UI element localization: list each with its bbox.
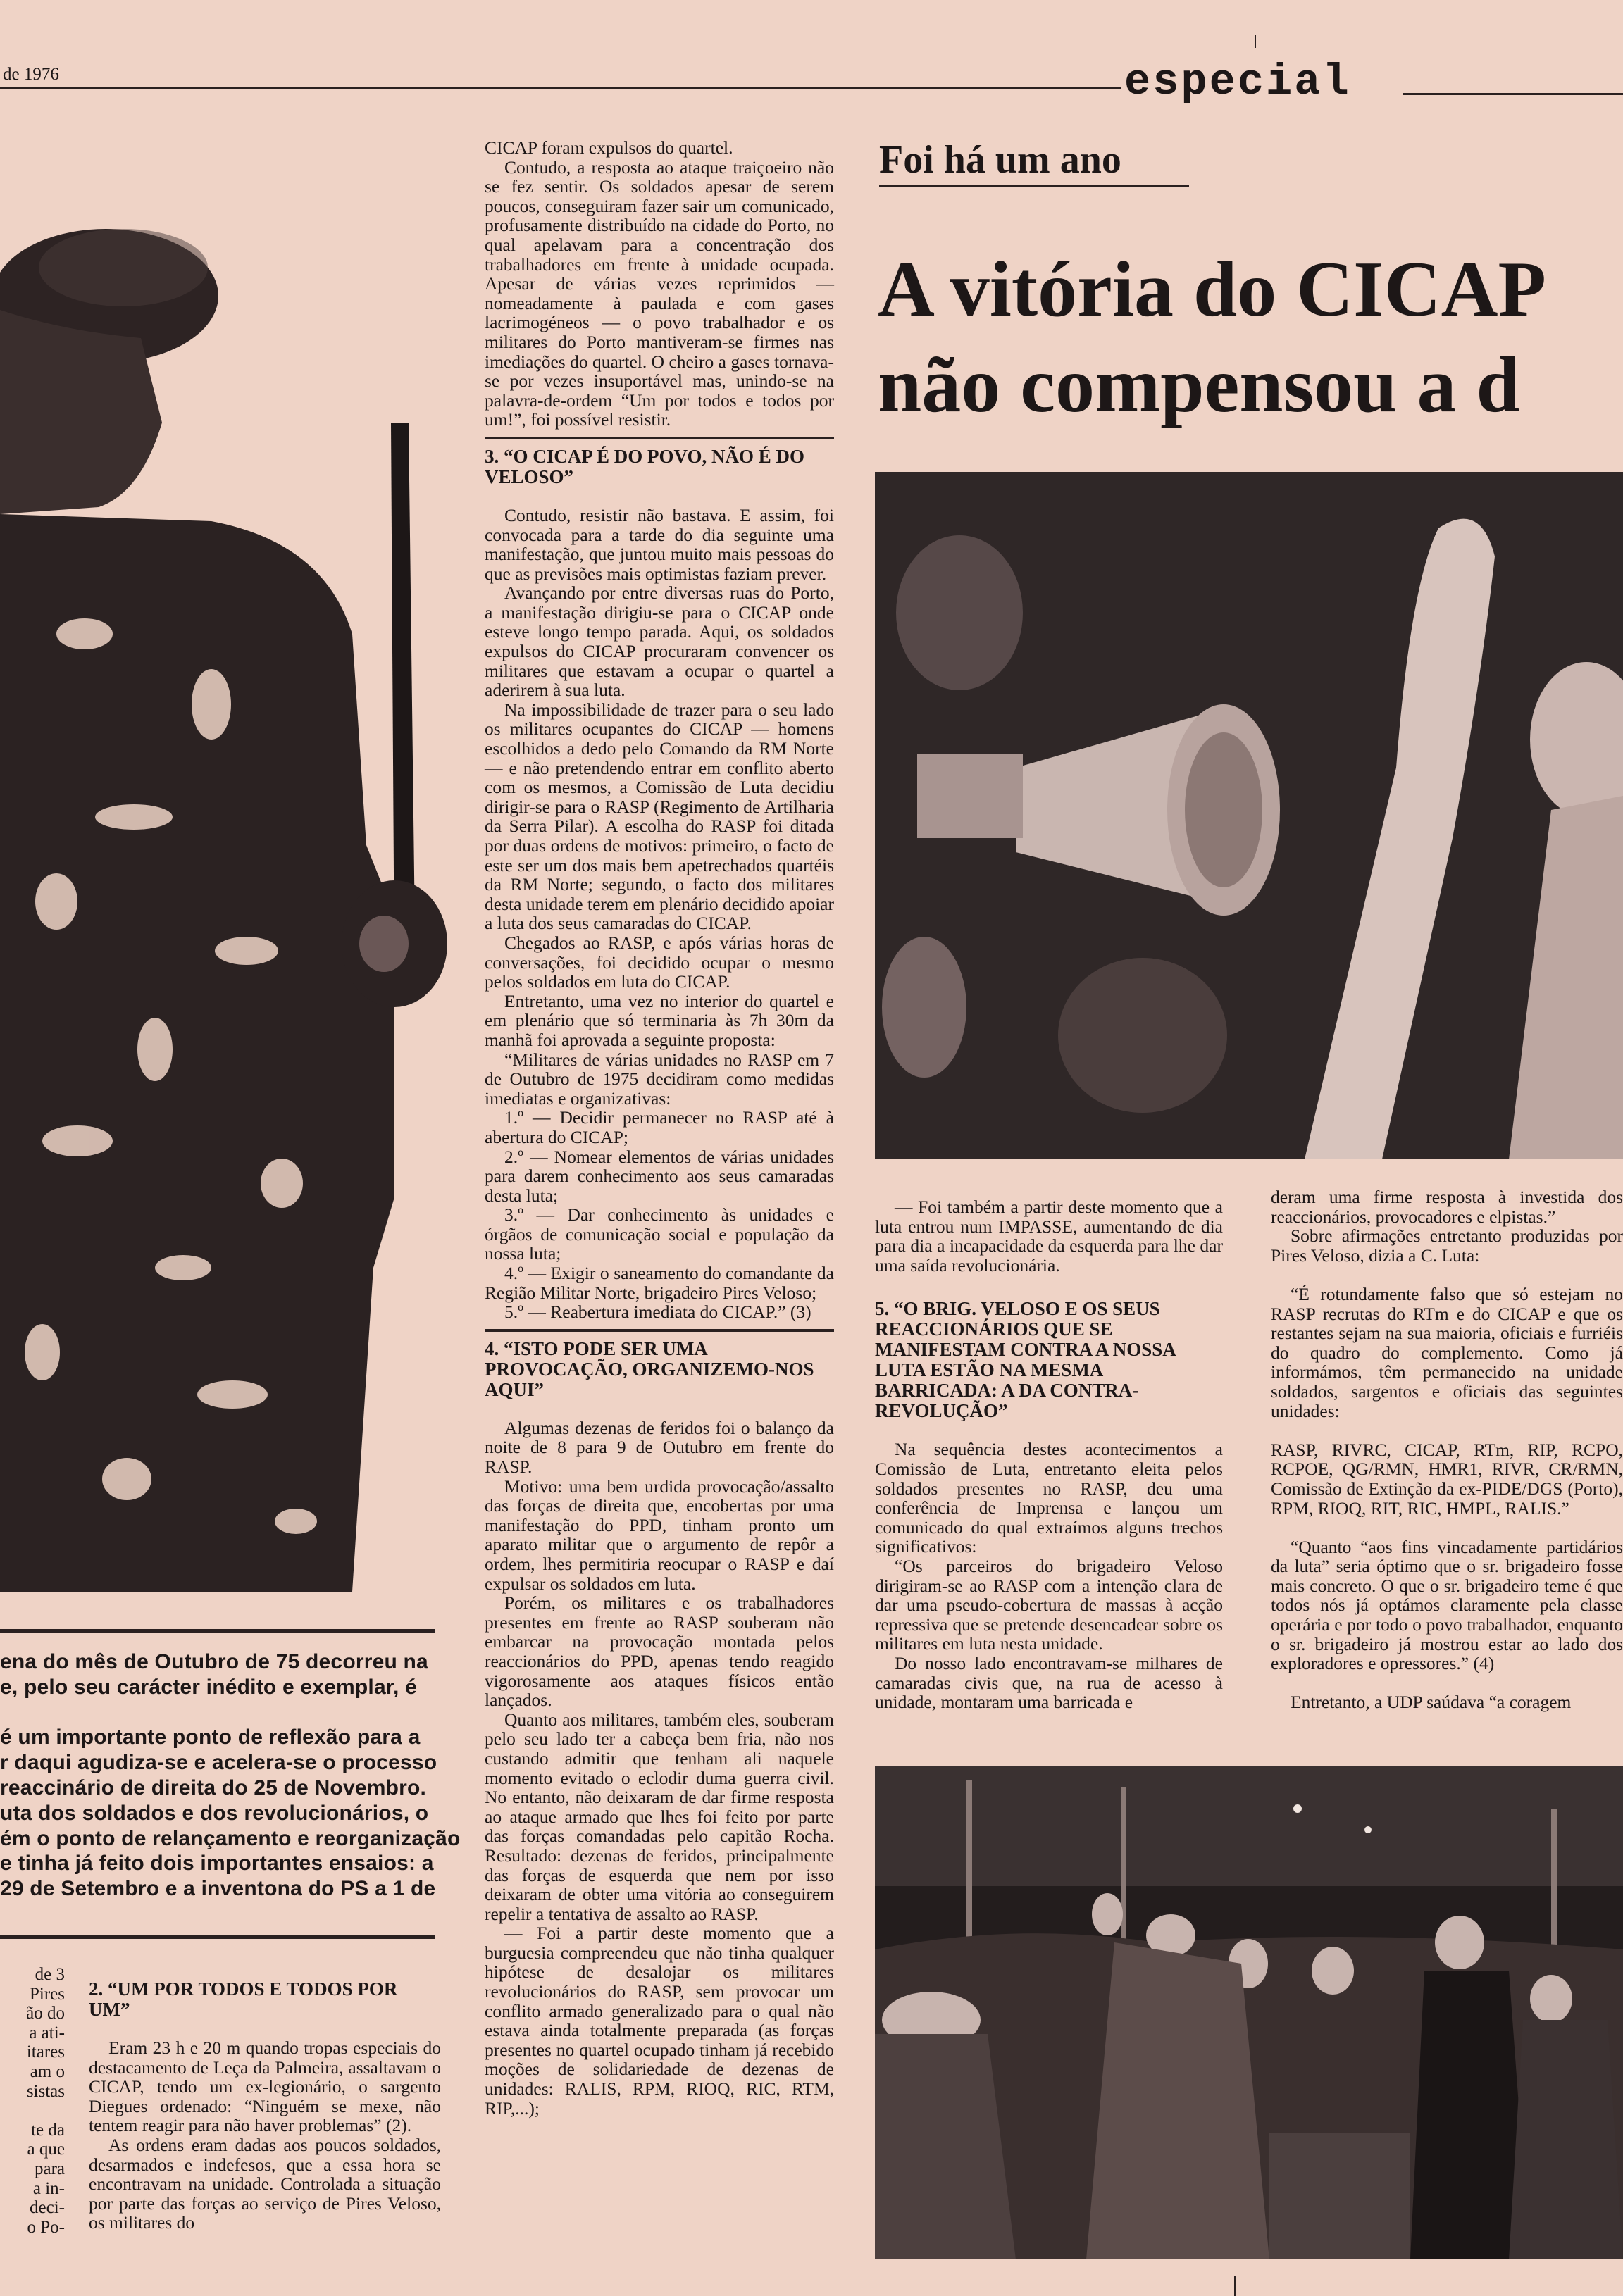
paragraph: — Foi a partir deste momento que a burguesia compreendeu que não tinha qualquer hipótese de desalojar os militares revolucionários do RASP, sem provocar um conflito armado generalizado para o qual não estava ainda totalmente preparada (as forças presentes no quartel ocupado tinham já recebido moções de solidariedade de dezenas de unidades: RALIS, RPM, RIOQ, RIC, RTM, RIP,...); [485, 1923, 834, 2119]
section-5-heading: 5. “O BRIG. VELOSO E OS SEUS REACCIONÁRIOS QUE SE MANIFESTAM CONTRA A NOSSA LUTA ESTÃO NA MESMA BARRICADA: A DA CONTRA-REVOLUÇÃO” [875, 1298, 1176, 1422]
paragraph: Algumas dezenas de feridos foi o balanço da noite de 8 para 9 de Outubro em frente do RASP. [485, 1417, 834, 1478]
section-3-heading: 3. “O CICAP É DO POVO, NÃO É DO VELOSO” [485, 445, 804, 487]
paragraph: 4.º — Exigir o saneamento do comandante da Região Militar Norte, brigadeiro Pires Veloso; [485, 1263, 834, 1303]
paragraph: Na impossibilidade de trazer para o seu lado os militares ocupantes do CICAP — homens escolhidos a dedo pelo Comando da RM Norte — e não pretendendo entrar em conflito aberto com os mesmos, a Comissão de Luta decidiu dirigir-se para o RASP (Regimento de Artilharia da Serra Pilar). A escolha do RASP foi ditada por duas ordens de motivos: primeiro, o facto de este ser um dos mais bem apetrechados quartéis da RM Norte; segundo, o facto dos militares desta unidade terem em plenário decidido apoiar a luta dos seus camaradas do CICAP. [485, 699, 834, 934]
lead-line: 29 de Setembro e a inventona do PS a 1 de [0, 1877, 436, 1901]
header-rule-right [1403, 93, 1623, 95]
paragraph: Chegados ao RASP, e após várias horas de conversações, foi decidido ocupar o mesmo pelos soldados em luta do CICAP. [485, 932, 834, 992]
left-column-fragment: de 3 Pires ão do a ati- itares am o sistas te da a que para a in- deci- o Po- [26, 1965, 65, 2237]
paragraph: CICAP foram expulsos do quartel. [485, 137, 733, 158]
paragraph: Motivo: uma bem urdida provocação/assalto das forças de direita que, encobertas por uma manifestação do PPD, tinham pronto um aparato militar que o argumento de repôr a ordem, lhes permitiria reocupar o RASP e daí expulsar os soldados em luta. [485, 1475, 834, 1594]
paragraph: Quanto aos militares, também eles, souberam pelo seu lado ter a cabeça bem fria, não nos custando admitir que tenham ali naquele momento evitado o eclodir duma guerra civil. No entanto, não deixaram de dar firme resposta ao ataque armado que lhes foi feito por parte das forças comandadas pelo capitão Rocha. Resultado: dezenas de feridos, principalmente das forças de esquerda que nem por isso deixaram de obter uma vitória ao conseguirem repelir a tentativa de assalto ao RASP. [485, 1709, 834, 1924]
paragraph: Porém, os militares e os trabalhadores presentes em frente ao RASP souberam não embarcar na provocação montada pelos reaccionários do PPD, apenas tendo reagido vigorosamente aos ataques físicos então lançados. [485, 1592, 834, 1711]
crowd-icon [875, 1766, 1623, 2259]
megaphone-photo [875, 472, 1623, 1159]
paragraph: RASP, RIVRC, CICAP, RTm, RIP, RCPO, RCPOE, QG/RMN, HMR1, RIVR, CR/RMN, Comissão de Extinção da ex-PIDE/DGS (Porto), RPM, RIOQ, RIT, RIC, HMPL, RALIS.” [1271, 1439, 1623, 1518]
megaphone-icon [875, 472, 1623, 1159]
lead-line: e, pelo seu carácter inédito e exemplar, é [0, 1675, 418, 1699]
paragraph: — Foi também a partir deste momento que a luta entrou num IMPASSE, aumentando de dia para dia a incapacidade da esquerda para lhe dar uma saída revolucionária. [875, 1197, 1223, 1275]
spacer [1271, 1421, 1623, 1440]
lead-line: ém o ponto de relançamento e reorganização [0, 1826, 461, 1850]
kicker-underline [879, 185, 1189, 187]
lead-line [0, 1700, 437, 1726]
paragraph: Na sequência destes acontecimentos a Comissão de Luta, entretanto eleita pelos soldados presentes no RASP, deu uma conferência de Imprensa e lançou um comunicado do qual extraímos alguns trechos significativos: [875, 1439, 1223, 1557]
column-2 [485, 138, 834, 2118]
paragraph: deram uma firme resposta à investida dos reaccionários, provocadores e elpistas.” [1271, 1187, 1623, 1227]
lead-line: r daqui agudiza-se e acelera-se o processo [0, 1751, 437, 1775]
paragraph: 5.º — Reabertura imediata do CICAP.” (3) [504, 1302, 812, 1323]
paragraph: Entretanto, a UDP saúdava “a coragem [1291, 1692, 1572, 1713]
lead-line: uta dos soldados e dos revolucionários, o [0, 1801, 429, 1825]
section-label: especial [1124, 57, 1351, 107]
soldier-photo [0, 211, 451, 1592]
paragraph: Eram 23 h e 20 m quando tropas especiais do destacamento de Leça da Palmeira, assaltavam o CICAP, tendo um ex-legionário, o sargento Diegues ordenado: “Ninguém se mexe, não tentem reagir para não haver problemas” (2). [89, 2038, 441, 2136]
paragraph: “Quanto “aos fins vincadamente partidários da luta” seria óptimo que o sr. brigadeiro fosse mais concreto. O que o sr. brigadeiro teme é que todos nós já optámos claramente pela classe operária e por todo o povo trabalhador, enquanto o sr. brigadeiro já mostrou estar ao lado dos exploradores e opressores.” (4) [1271, 1536, 1623, 1674]
lead-line: e tinha já feito dois importantes ensaios: a [0, 1852, 434, 1876]
column-3 [875, 1197, 1223, 1712]
paragraph: 3.º — Dar conhecimento às unidades e órgãos de comunicação social e população da nossa luta; [485, 1204, 834, 1264]
section-2-heading: 2. “UM POR TODOS E TODOS POR UM” [89, 1978, 398, 2020]
kicker: Foi há um ano [879, 138, 1121, 182]
spacer [1271, 1265, 1623, 1285]
headline-line-1: A vitória do CICAP [878, 246, 1546, 333]
lead-line: reaccinário de direita do 25 de Novembro. [0, 1776, 427, 1799]
lead-line: ena do mês de Outubro de 75 decorreu na [0, 1650, 428, 1673]
spacer [1271, 1518, 1623, 1537]
paragraph: As ordens eram dadas aos poucos soldados, desarmados e indefesos, que a essa hora se encontravam na unidade. Controlada a situação por parte das forças ao serviço de Pires Veloso, os militares do [89, 2134, 441, 2233]
paragraph: Contudo, resistir não bastava. E assim, foi convocada para a tarde do dia seguinte uma manifestação, que juntou muito mais pessoas do que as previsões mais optimistas faziam prever. [485, 504, 834, 584]
date-fragment: de 1976 [3, 65, 59, 84]
header-rule-left [0, 87, 1121, 89]
paragraph: 1.º — Decidir permanecer no RASP até à abertura do CICAP; [485, 1107, 834, 1147]
lead-paragraph [0, 1649, 461, 1902]
header-tick [1255, 35, 1256, 48]
paragraph: “É rotundamente falso que só estejam no RASP recrutas do RTm e do CICAP e que os restantes sejam na sua maioria, oficiais e furriéis do quadro do complemento. Como já informámos, têm permanecido na unidade soldados, sargentos e oficiais das seguintes unidades: [1271, 1283, 1623, 1421]
crowd-photo [875, 1766, 1623, 2259]
section-divider [485, 437, 834, 439]
bottom-tick [1234, 2276, 1236, 2296]
lead-line: é um importante ponto de reflexão para a [0, 1726, 421, 1749]
lead-rule-top [0, 1629, 435, 1633]
spacer [1271, 1673, 1623, 1693]
paragraph: “Os parceiros do brigadeiro Veloso dirigiram-se ao RASP com a intenção clara de dar uma pseudo-cobertura de massas à acção repressiva que se pretende desencadear sobre os militares em luta nesta unidade. [875, 1555, 1223, 1654]
column-4 [1271, 1187, 1623, 1712]
paragraph: Sobre afirmações entretanto produzidas por Pires Veloso, dizia a C. Luta: [1271, 1225, 1623, 1266]
paragraph: Contudo, a resposta ao ataque traiçoeiro não se fez sentir. Os soldados apesar de serem poucos, conseguiram fazer sair um comunicado, profusamente distribuído na cidade do Porto, no qual apelavam para a concentração dos trabalhadores em frente à unidade ocupada. Apesar de várias vezes reprimidos — nomeadamente à paulada e com gases lacrimogéneos — o povo trabalhador e os militares do Porto mantiveram-se firmes nas imediações do quartel. O cheiro a gases tornava-se por vezes insuportável mas, unindo-se na palavra-de-ordem “Um por todos e todos por um!”, foi possível resistir. [485, 156, 834, 430]
headline-line-2: não compensou a d [878, 342, 1520, 429]
paragraph: Entretanto, uma vez no interior do quartel e em plenário que só terminaria às 7h 30m da manhã foi aprovada a seguinte proposta: [485, 990, 834, 1050]
column-1 [89, 1972, 441, 2233]
paragraph: “Militares de várias unidades no RASP em 7 de Outubro de 1975 decidiram como medidas imediatas e organizativas: [485, 1049, 834, 1109]
soldier-silhouette-icon [0, 211, 451, 1592]
section-4-heading: 4. “ISTO PODE SER UMA PROVOCAÇÃO, ORGANIZEMO-NOS AQUI” [485, 1337, 814, 1400]
section-divider [485, 1329, 834, 1332]
paragraph: Do nosso lado encontravam-se milhares de camaradas civis que, na rua de acesso à unidade, montaram uma barricada e [875, 1652, 1223, 1713]
paragraph: Avançando por entre diversas ruas do Porto, a manifestação dirigiu-se para o CICAP onde esteve longo tempo parada. Aqui, os soldados expulsos do CICAP procuraram convencer os militares que estavam a ocupar o quartel a aderirem à sua luta. [485, 582, 834, 701]
paragraph: 2.º — Nomear elementos de várias unidades para darem conhecimento aos seus camaradas desta luta; [485, 1146, 834, 1206]
lead-rule-bottom [0, 1935, 435, 1939]
